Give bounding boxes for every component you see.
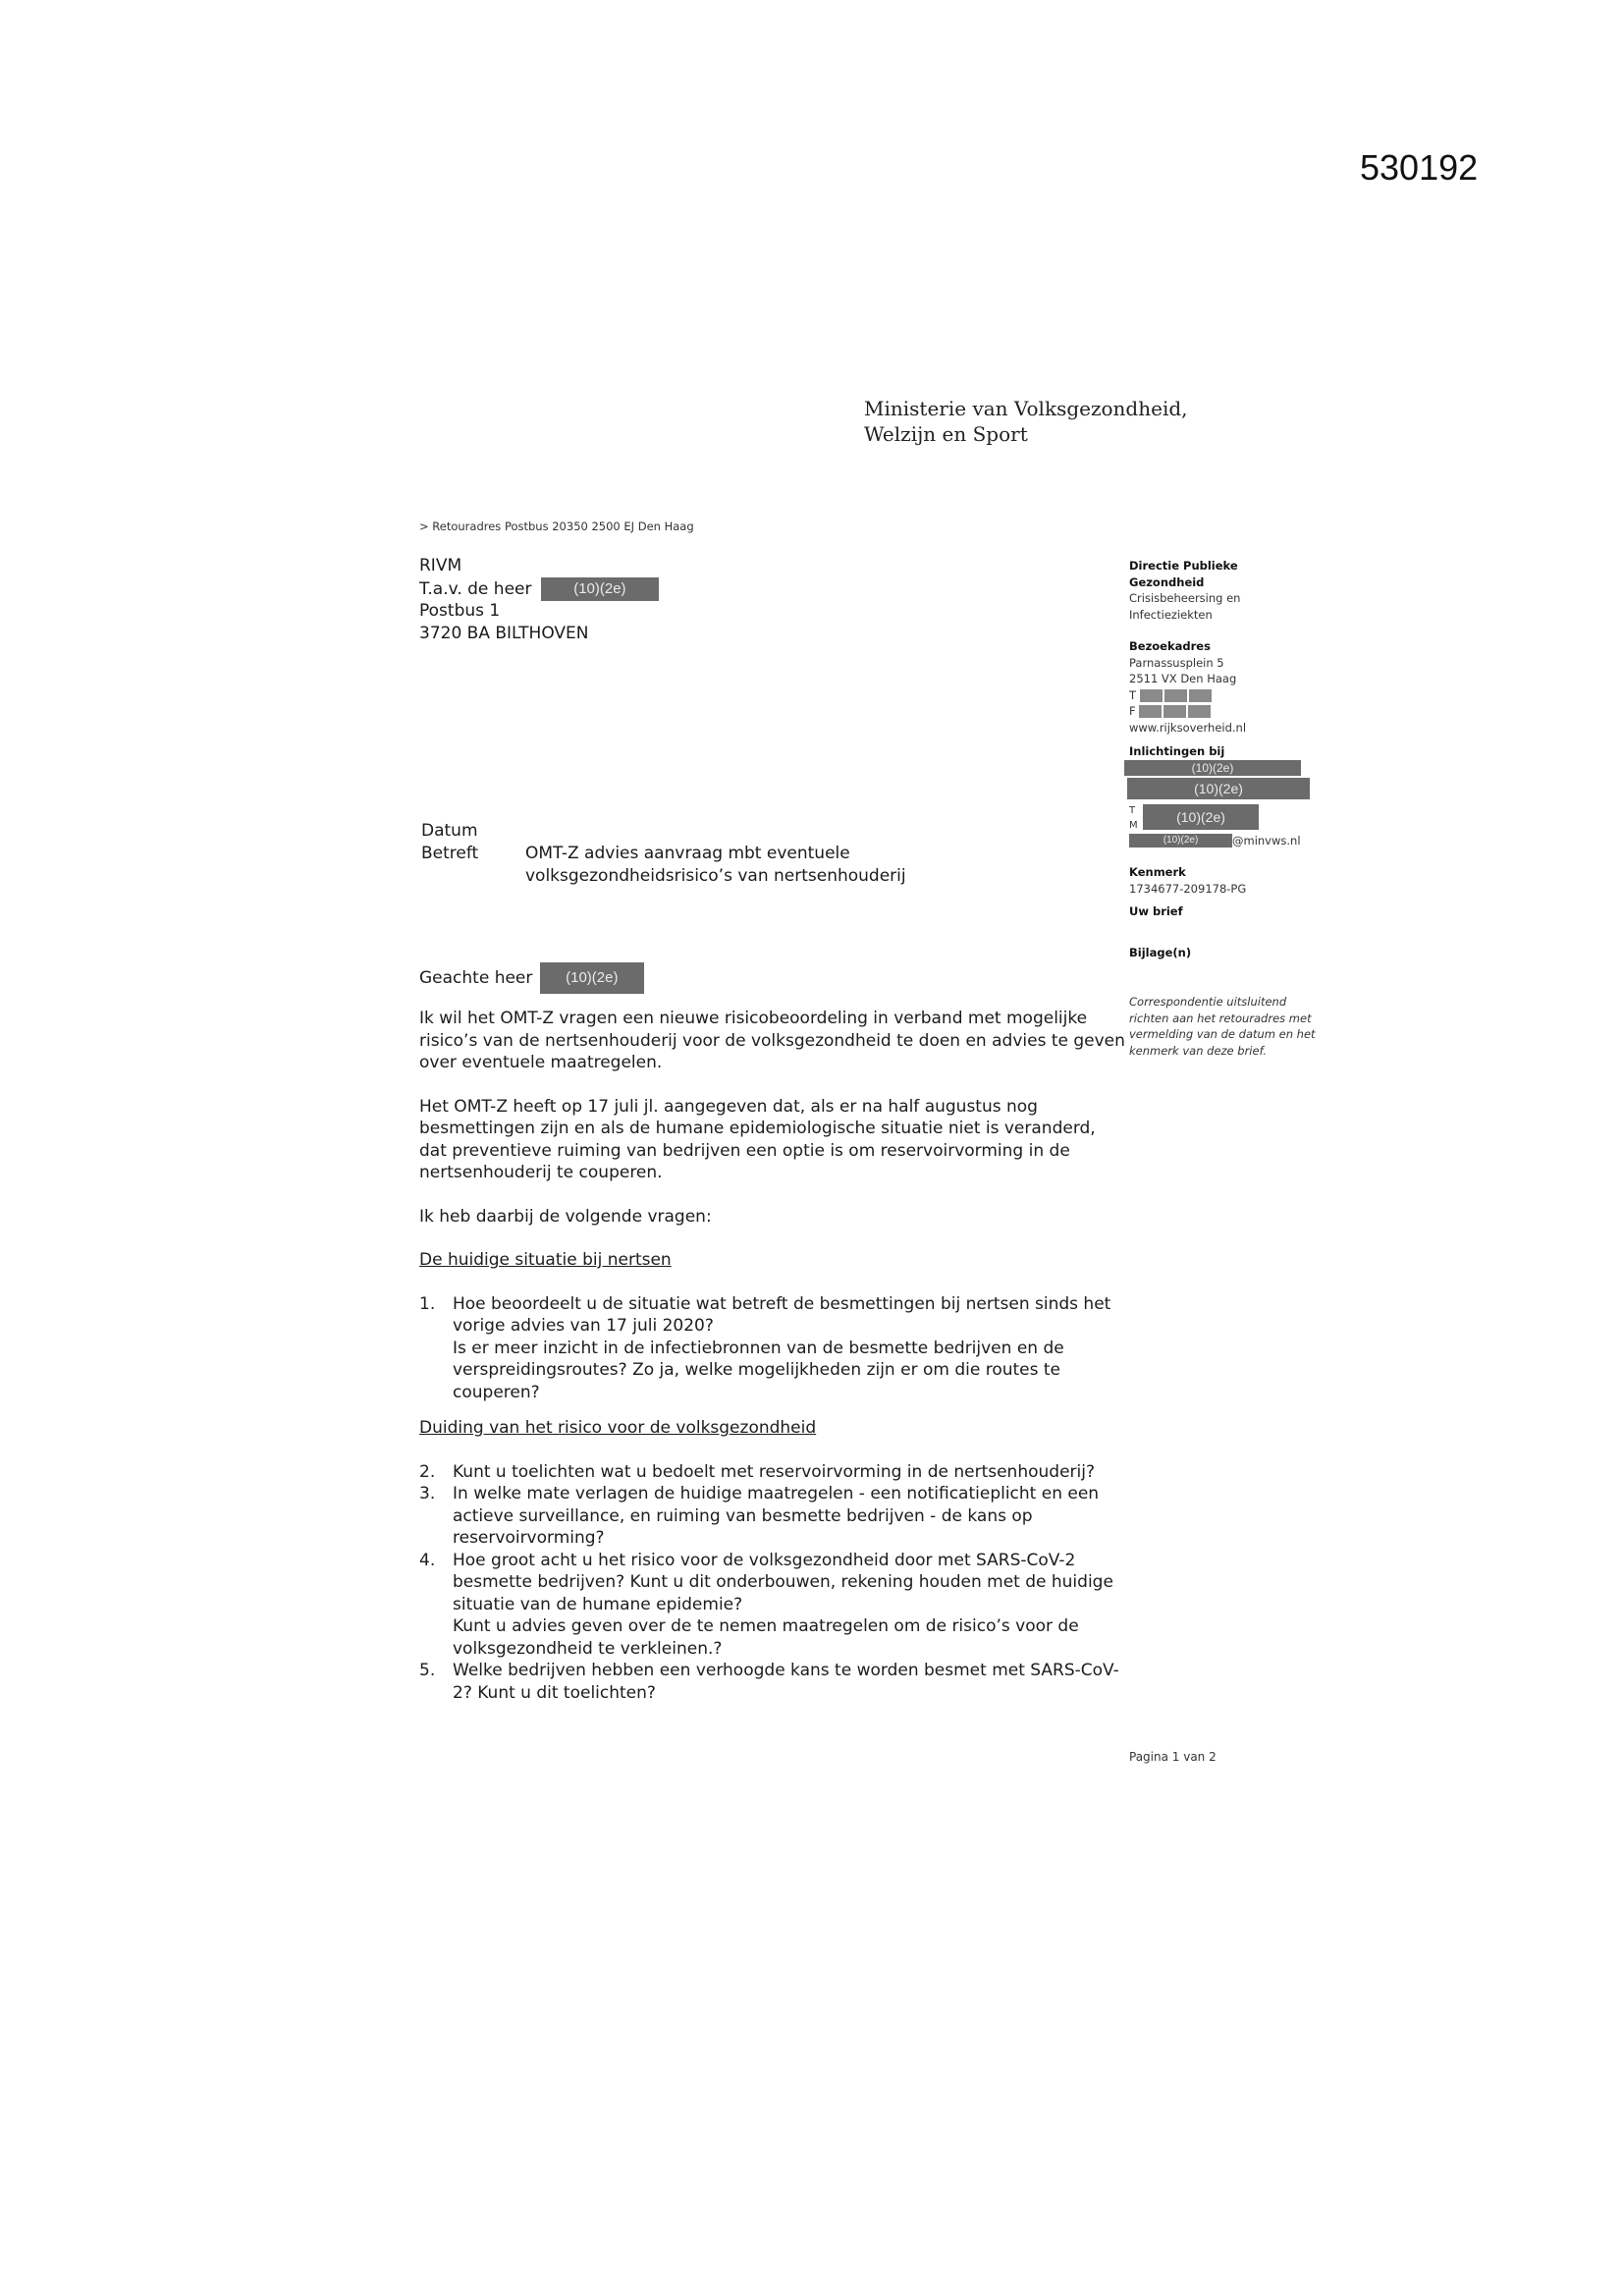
website-link[interactable]: www.rijksoverheid.nl [1129, 720, 1247, 735]
unit-line-2: Infectieziekten [1129, 607, 1213, 622]
telephone-label: T [1129, 687, 1137, 702]
phone-m-label: M [1129, 819, 1138, 831]
list-item [419, 1293, 1126, 1404]
section-heading-2: Duiding van het risico voor de volksgezondheid [419, 1418, 817, 1438]
phone-rows [1129, 803, 1345, 833]
question-list-1 [419, 1293, 1126, 1404]
question-5: Welke bedrijven hebben een verhoogde kans te worden besmet met SARS-CoV-2? Kunt u dit toelichten? [453, 1661, 1119, 1703]
recipient-attn-line [419, 577, 659, 600]
question-3: In welke mate verlagen de huidige maatregelen - een notificatieplicht en een actieve surveillance, en ruiming van besmette bedrijven - de kans op reservoirvorming? [453, 1484, 1100, 1548]
visit-postal-city: 2511 VX Den Haag [1129, 672, 1237, 685]
redaction-box: (10)(2e) [1124, 760, 1301, 776]
redaction-box: (10)(2e) [1129, 834, 1232, 847]
date-label: Datum [421, 821, 478, 841]
list-number: 3. [419, 1484, 436, 1503]
info-label: Inlichtingen bij [1129, 744, 1225, 758]
ministry-line-1: Ministerie van Volksgezondheid, [864, 397, 1188, 420]
sidebar-info [1129, 558, 1345, 1059]
list-number: 2. [419, 1461, 436, 1482]
bijlage-label: Bijlage(n) [1129, 945, 1192, 959]
directorate-line-1: Directie Publieke [1129, 559, 1238, 573]
unit-line-1: Crisisbeheersing en [1129, 591, 1241, 605]
section-heading-1: De huidige situatie bij nertsen [419, 1250, 672, 1270]
question-1b: Is er meer inzicht in de infectiebronnen van de besmette bedrijven en de verspreidingsroutes? Zo ja, welke mogelijkheden zijn er om die routes te couperen? [453, 1338, 1064, 1402]
question-list-2 [419, 1461, 1126, 1705]
visit-street: Parnassusplein 5 [1129, 655, 1224, 670]
return-address: > Retouradres Postbus 20350 2500 EJ Den Haag [419, 519, 694, 533]
letter-meta [421, 820, 997, 888]
subject-line-2: volksgezondheidsrisico’s van nertsenhouderij [525, 866, 906, 886]
question-1a: Hoe beoordeelt u de situatie wat betreft de besmettingen bij nertsen sinds het vorige advies van 17 juli 2020? [453, 1293, 1111, 1336]
recipient-city: 3720 BA BILTHOVEN [419, 624, 589, 643]
salutation: Geachte heer [419, 968, 533, 988]
question-4a: Hoe groot acht u het risico voor de volksgezondheid door met SARS-CoV-2 besmette bedrijven? Kunt u dit onderbouwen, rekening houden met de huidige situatie van de humane epidemie? [453, 1550, 1113, 1614]
paragraph-1: Ik wil het OMT-Z vragen een nieuwe risicobeoordeling in verband met mogelijke risico’s van de nertsenhouderij voor de volksgezondheid te doen en advies te geven over eventuele maatregelen. [419, 1009, 1125, 1072]
redaction-box: (10)(2e) [540, 962, 644, 994]
redaction-box: (10)(2e) [541, 577, 659, 601]
ministry-line-2: Welzijn en Sport [864, 422, 1028, 446]
email-row [1129, 833, 1345, 849]
redaction-box: (10)(2e) [1143, 804, 1259, 830]
recipient-attn: T.a.v. de heer [419, 579, 532, 599]
fax-row [1129, 703, 1345, 720]
list-number: 4. [419, 1550, 436, 1570]
page-number: Pagina 1 van 2 [1129, 1750, 1217, 1764]
list-number: 5. [419, 1661, 436, 1680]
document-number: 530192 [1360, 147, 1479, 188]
redaction-box: (10)(2e) [1127, 778, 1310, 799]
list-item [419, 1660, 1126, 1704]
letter-body [419, 962, 1126, 1704]
list-number: 1. [419, 1293, 436, 1314]
kenmerk-value: 1734677-209178-PG [1129, 881, 1247, 896]
question-4b: Kunt u advies geven over de te nemen maatregelen om de risico’s voor de volksgezondheid te verkleinen.? [453, 1616, 1079, 1659]
fax-label: F [1129, 704, 1136, 718]
email-suffix: @minvws.nl [1232, 833, 1301, 847]
ministry-logo-text [864, 396, 1188, 447]
recipient-address [419, 555, 659, 645]
list-item [419, 1461, 1126, 1484]
correspondence-note: Correspondentie uitsluitend richten aan het retouradres met vermelding van de datum en het kenmerk van deze brief. [1129, 995, 1316, 1058]
uw-brief-label: Uw brief [1129, 904, 1183, 918]
directorate-line-2: Gezondheid [1129, 574, 1205, 589]
list-item [419, 1483, 1126, 1550]
recipient-postbus: Postbus 1 [419, 601, 501, 621]
list-item [419, 1550, 1126, 1661]
question-2: Kunt u toelichten wat u bedoelt met reservoirvorming in de nertsenhouderij? [453, 1461, 1095, 1482]
paragraph-3: Ik heb daarbij de volgende vragen: [419, 1206, 712, 1227]
kenmerk-label: Kenmerk [1129, 865, 1186, 879]
paragraph-2: Het OMT-Z heeft op 17 juli jl. aangegeven dat, als er na half augustus nog besmettingen zijn en als de humane epidemiologische situatie niet is veranderd, dat preventieve ruiming van bedrijven een optie is om reservoirvorming in de nertsenhouderij te couperen. [419, 1096, 1096, 1182]
subject-label: Betreft [421, 844, 479, 863]
subject-line-1: OMT-Z advies aanvraag mbt eventuele [525, 844, 850, 863]
visit-address-label: Bezoekadres [1129, 639, 1211, 653]
telephone-row [1129, 687, 1345, 704]
recipient-org: RIVM [419, 556, 462, 575]
phone-t-label: T [1129, 804, 1136, 816]
